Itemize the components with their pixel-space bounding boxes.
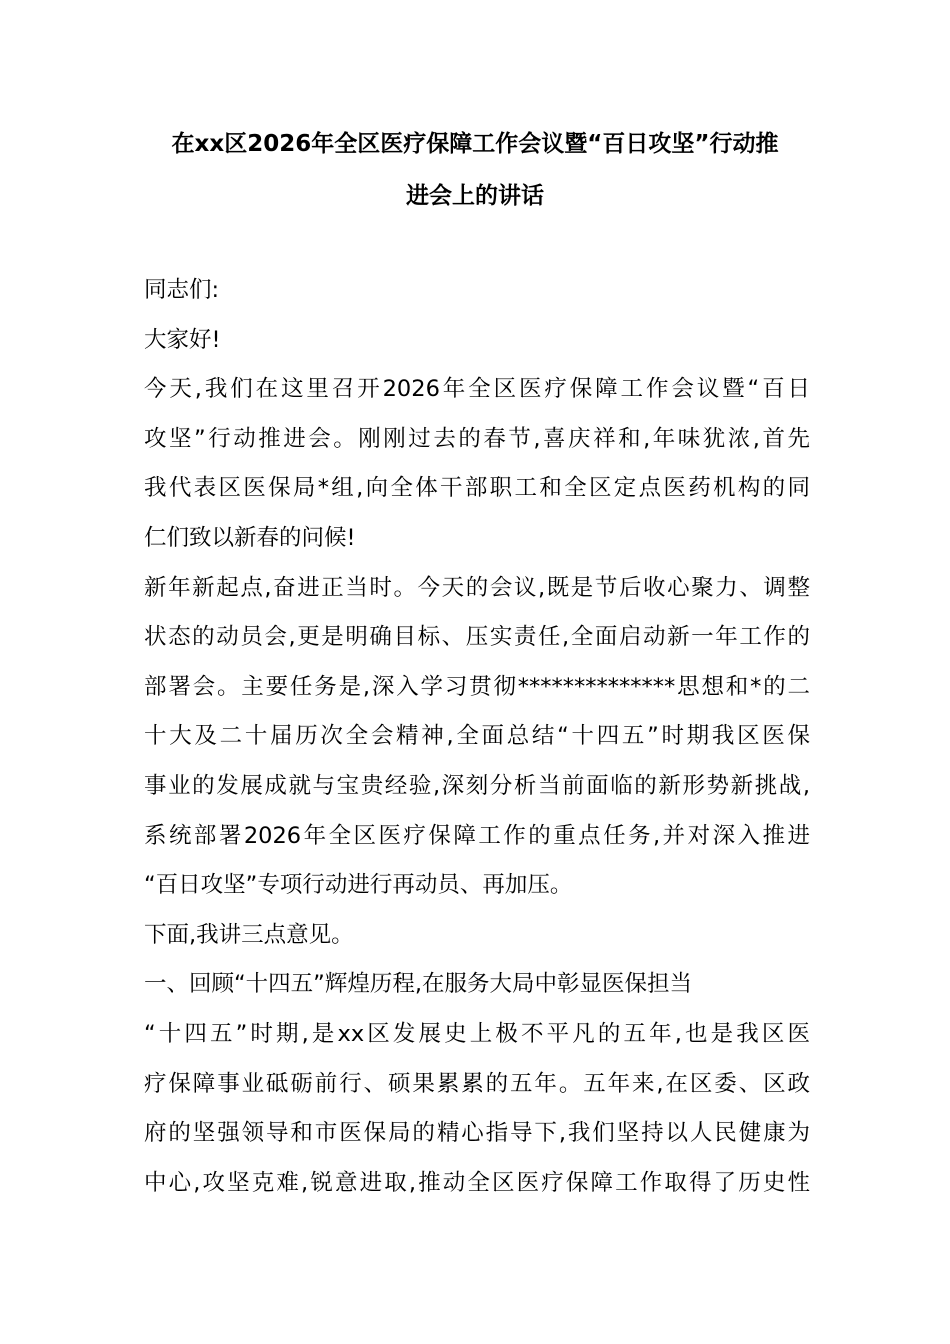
document-body [144,266,810,1208]
paragraph-line: 状态的动员会,更是明确目标、压实责任,全面启动新一年工作的 [144,624,810,651]
paragraph-line: 我代表区医保局*组,向全体干部职工和全区定点医药机构的同 [144,475,810,502]
paragraph-line: 今天,我们在这里召开2026年全区医疗保障工作会议暨“百日 [144,376,810,403]
paragraph-line: 仁们致以新春的问候! [144,524,356,551]
paragraph-line: 下面,我讲三点意见。 [144,921,354,948]
greeting: 大家好! [144,326,221,353]
paragraph-line: 疗保障事业砥砺前行、硕果累累的五年。五年来,在区委、区政 [144,1070,810,1097]
paragraph-line: 事业的发展成就与宝贵经验,深刻分析当前面临的新形势新挑战, [144,772,810,799]
title-line-2: 进会上的讲话 [406,183,544,209]
paragraph-line: 攻坚”行动推进会。刚刚过去的春节,喜庆祥和,年味犹浓,首先 [144,425,810,452]
title-line-1: 在xx区2026年全区医疗保障工作会议暨“百日攻坚”行动推 [171,131,779,157]
paragraph-line: 府的坚强领导和市医保局的精心指导下,我们坚持以人民健康为 [144,1120,810,1147]
paragraph-line: 系统部署2026年全区医疗保障工作的重点任务,并对深入推进 [144,822,810,849]
paragraph-line: 十大及二十届历次全会精神,全面总结“十四五”时期我区医保 [144,723,810,750]
paragraph-line: “十四五”时期,是xx区发展史上极不平凡的五年,也是我区医 [144,1020,810,1047]
salutation: 同志们: [144,277,220,303]
paragraph-line: 新年新起点,奋进正当时。今天的会议,既是节后收心聚力、调整 [144,574,810,601]
paragraph-line: 部署会。主要任务是,深入学习贯彻**************思想和*的二 [144,673,810,700]
section-heading: 一、回顾“十四五”辉煌历程,在服务大局中彰显医保担当 [144,971,692,998]
document-title [130,118,820,222]
paragraph-line: 中心,攻坚克难,锐意进取,推动全区医疗保障工作取得了历史性 [144,1169,810,1196]
paragraph-line: “百日攻坚”专项行动进行再动员、再加压。 [144,872,573,899]
